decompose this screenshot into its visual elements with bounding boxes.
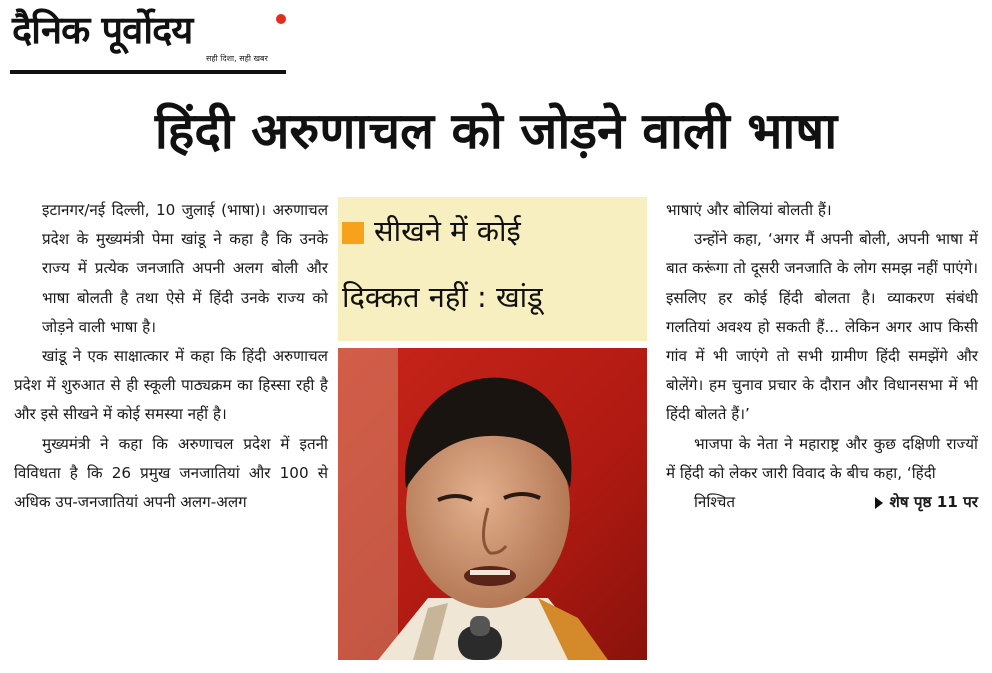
continued-text: शेष पृष्ठ 11 पर <box>889 493 978 512</box>
masthead <box>10 6 290 72</box>
continued-link[interactable] <box>847 488 978 517</box>
portrait-photo <box>338 348 647 660</box>
continuation-line <box>666 488 978 517</box>
paragraph: भाषाएं और बोलियां बोलती हैं। <box>666 201 832 219</box>
pull-quote-line-2: दिक्कत नहीं : खांडू <box>342 280 543 314</box>
paragraph: उन्होंने कहा, ‘अगर मैं अपनी बोली, अपनी भाषा में बात करूंगा तो दूसरी जनजाति के लोग समझ नहीं पाएंगे। इसलिए हर कोई हिंदी बोलता है। व्याकरण संबंधी गलतियां अवश्य हो सकती हैं... लेकिन अगर आप किसी गांव में भी जाएंगे तो सभी ग्रामीण हिंदी समझेंगे और बोलेंगे। हम चुनाव प्रचार के दौरान और विधानसभा में भी हिंदी बोलते हैं।’ <box>666 230 978 424</box>
paragraph: मुख्यमंत्री ने कहा कि अरुणाचल प्रदेश में इतनी विविधता है कि 26 प्रमुख जनजातियां और 100 से अधिक उप-जनजातियां अपनी अलग-अलग <box>14 434 328 512</box>
masthead-dot-icon <box>276 14 286 24</box>
paragraph: भाजपा के नेता ने महाराष्ट्र और कुछ दक्षिणी राज्यों में हिंदी को लेकर जारी विवाद के बीच कहा, ‘हिंदी <box>666 434 978 482</box>
square-bullet-icon <box>342 222 364 244</box>
paragraph: इटानगर/नई दिल्ली, 10 जुलाई (भाषा)। अरुणाचल प्रदेश के मुख्यमंत्री पेमा खांडू ने कहा है कि उनके राज्य में प्रत्येक जनजाति अपनी अलग बोली और भाषा बोलती है तथा ऐसे में हिंदी उनके राज्य को जोड़ने वाली भाषा है। <box>42 201 328 336</box>
right-column <box>666 196 978 517</box>
last-word: निश्चित <box>694 493 736 512</box>
left-column <box>14 196 328 517</box>
newspaper-tagline: सही दिशा, सही खबर <box>206 54 268 63</box>
newspaper-title: दैनिक पूर्वोदय <box>12 8 193 52</box>
pull-quote-text-1: सीखने में कोई <box>374 214 521 248</box>
portrait-illustration <box>338 348 647 660</box>
pull-quote-line-1 <box>342 205 521 257</box>
paragraph: खांडू ने एक साक्षात्कार में कहा कि हिंदी अरुणाचल प्रदेश में शुरुआत से ही स्कूली पाठ्यक्रम का हिस्सा रही है और इसे सीखने में कोई समस्या नहीं है। <box>14 347 328 424</box>
arrow-right-icon <box>875 497 883 509</box>
masthead-rule <box>10 70 286 74</box>
article-headline: हिंदी अरुणाचल को जोड़ने वाली भाषा <box>154 102 838 160</box>
pull-quote-box <box>338 197 647 341</box>
